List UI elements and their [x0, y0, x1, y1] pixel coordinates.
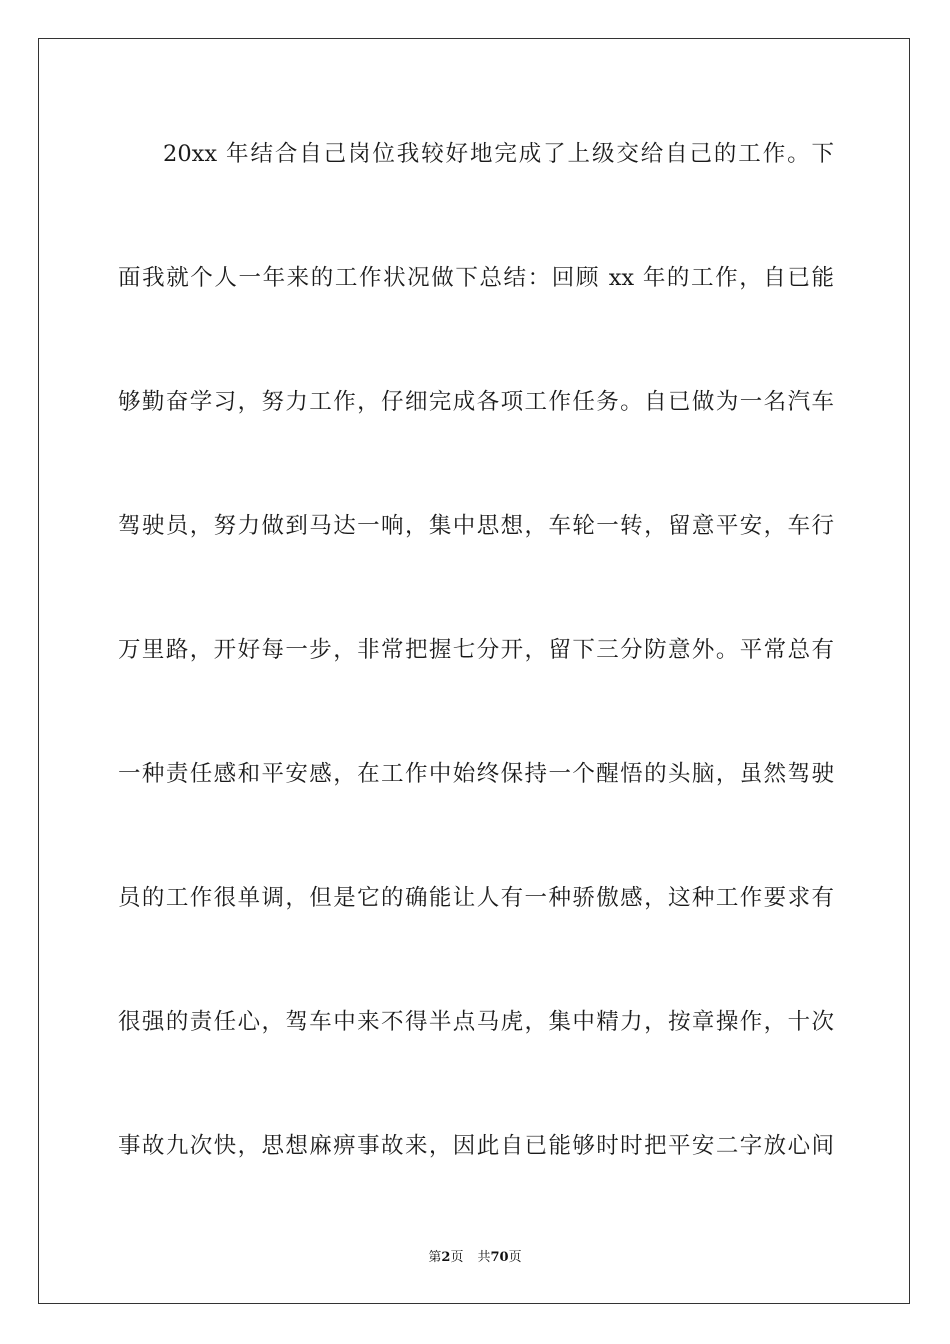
total-prefix: 共	[477, 1250, 491, 1265]
document-body	[118, 126, 834, 1242]
total-pages: 70	[490, 1250, 509, 1265]
page-number: 2	[441, 1250, 451, 1265]
page-suffix: 页	[450, 1250, 464, 1265]
text-line-1: 20xx 年结合自己岗位我较好地完成了上级交给自己的工作。下	[163, 141, 834, 167]
page-prefix: 第	[428, 1250, 442, 1265]
text-line-9: 事故九次快，思想麻痹事故来，因此自已能够时时把平安二字放心间	[118, 1133, 834, 1159]
text-line-3: 够勤奋学习，努力工作，仔细完成各项工作任务。自已做为一名汽车	[118, 389, 834, 415]
text-line-2: 面我就个人一年来的工作状况做下总结：回顾 xx 年的工作，自已能	[118, 265, 834, 291]
text-line-6: 一种责任感和平安感，在工作中始终保持一个醒悟的头脑，虽然驾驶	[118, 761, 834, 787]
page-footer	[0, 1246, 950, 1265]
text-line-4: 驾驶员，努力做到马达一响，集中思想，车轮一转，留意平安，车行	[118, 513, 834, 539]
text-line-7: 员的工作很单调，但是它的确能让人有一种骄傲感，这种工作要求有	[118, 885, 834, 911]
text-line-8: 很强的责任心，驾车中来不得半点马虎，集中精力，按章操作，十次	[118, 1009, 834, 1035]
text-line-5: 万里路，开好每一步，非常把握七分开，留下三分防意外。平常总有	[118, 637, 834, 663]
total-suffix: 页	[508, 1250, 522, 1265]
